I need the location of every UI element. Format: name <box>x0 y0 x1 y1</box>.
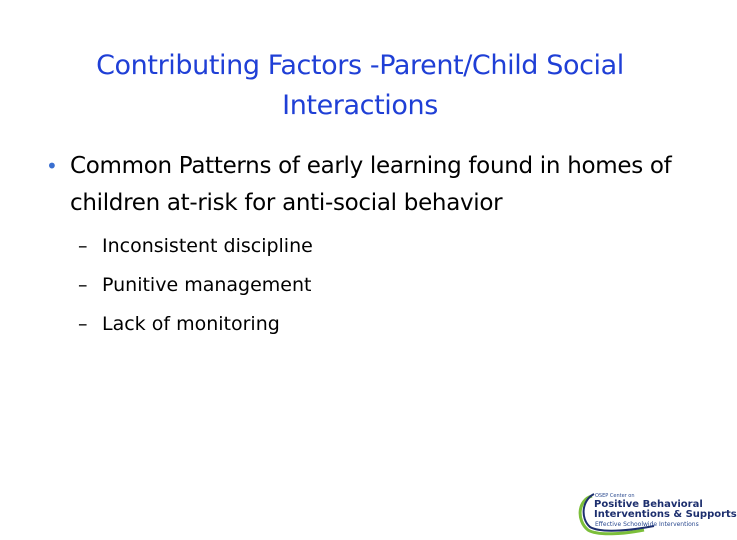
logo-tagline: Effective Schoolwide Interventions <box>595 521 699 528</box>
logo-caption: OSEP Center on <box>595 493 635 499</box>
sub-bullet-item <box>44 312 684 336</box>
sub-bullet-item <box>44 273 684 297</box>
logo-line-1: Positive Behavioral <box>594 499 703 510</box>
slide-title: Contributing Factors -Parent/Child Social Interactions <box>96 50 624 121</box>
slide-body <box>44 148 684 336</box>
sub-bullet-marker: – <box>78 274 88 296</box>
sub-bullet-marker: – <box>78 313 88 335</box>
pbis-logo <box>574 490 737 536</box>
sub-bullet-text: Punitive management <box>102 274 312 296</box>
bullet-marker: • <box>46 154 58 178</box>
sub-bullet-text: Lack of monitoring <box>102 313 280 335</box>
sub-bullet-marker: – <box>78 235 88 257</box>
logo-line-2: Interventions & Supports <box>594 509 737 520</box>
sub-bullet-item <box>44 234 684 258</box>
bullet-item <box>44 148 684 222</box>
bullet-text: Common Patterns of early learning found in homes of children at-risk for anti-social behavior <box>70 153 672 216</box>
sub-bullet-text: Inconsistent discipline <box>102 235 313 257</box>
